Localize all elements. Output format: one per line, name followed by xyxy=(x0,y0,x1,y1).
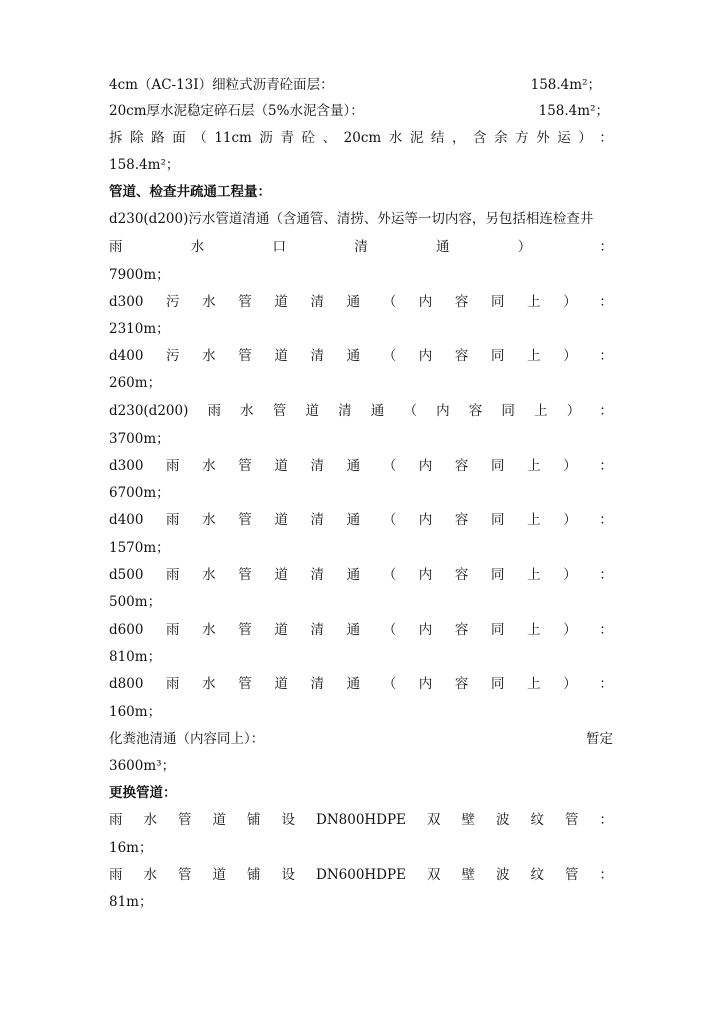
text-token: 清 xyxy=(310,622,324,638)
text-token: 清 xyxy=(310,567,324,583)
text-line: 160m； xyxy=(109,704,162,720)
text-token: 管 xyxy=(178,867,192,883)
text-token: 砼 xyxy=(301,130,316,146)
text-token: 清 xyxy=(354,239,368,255)
text-token: 同 xyxy=(491,512,505,528)
text-token: 同 xyxy=(491,622,505,638)
text-token: 内 xyxy=(418,512,433,528)
text-token: 铺 xyxy=(247,812,261,828)
text-token: d400 xyxy=(109,512,144,528)
text-token: ： xyxy=(599,622,613,638)
text-token: （ xyxy=(382,512,397,528)
text-token: ） xyxy=(517,239,532,255)
text-token: 通 xyxy=(436,239,450,255)
quantity-value: 158.4m²； xyxy=(530,77,601,93)
text-token: 管 xyxy=(564,867,579,883)
text-token: 同 xyxy=(491,348,505,364)
text-token: 清 xyxy=(338,403,352,419)
text-token: （ xyxy=(382,622,397,638)
text-token: 清 xyxy=(310,458,324,474)
text-token: 容 xyxy=(454,512,469,528)
text-token: 容 xyxy=(454,294,469,310)
text-token: ： xyxy=(599,676,613,692)
text-token: 道 xyxy=(274,458,288,474)
text-token: 11cm xyxy=(214,130,252,146)
text-token: 通 xyxy=(346,348,361,364)
justified-line xyxy=(109,564,613,586)
text-token: （ xyxy=(382,458,397,474)
text-token: 容 xyxy=(454,458,469,474)
text-token: ： xyxy=(599,348,613,364)
text-token: ： xyxy=(599,812,613,828)
text-token: 污 xyxy=(166,348,180,364)
text-token: 内 xyxy=(418,567,433,583)
text-token: 双 xyxy=(426,867,441,883)
quantity-value: 158.4m²； xyxy=(538,103,609,119)
text-token: 水 xyxy=(388,130,403,146)
text-line: 20cm厚水泥稳定碎石层（5%水泥含量）： 158.4m²； xyxy=(109,100,613,122)
justified-line xyxy=(109,127,613,149)
text-line: 3700m； xyxy=(109,431,170,447)
text-token: 雨 xyxy=(166,676,180,692)
text-token: ） xyxy=(563,348,577,364)
text-token: 水 xyxy=(240,403,254,419)
text-line: 500m； xyxy=(109,594,162,610)
text-token: d800 xyxy=(109,676,144,692)
text-token: 壁 xyxy=(461,867,475,883)
text-token: 管 xyxy=(238,458,252,474)
text-token: 雨 xyxy=(207,403,222,419)
text-token: 水 xyxy=(190,239,205,255)
text-token: 通 xyxy=(346,622,361,638)
text-token: ） xyxy=(563,622,577,638)
text-token: 内 xyxy=(436,403,450,419)
text-token: 内 xyxy=(418,622,433,638)
text-token: 道 xyxy=(274,676,288,692)
text-token: ： xyxy=(599,239,613,255)
text-token: 除 xyxy=(130,130,144,146)
justified-line xyxy=(109,400,613,422)
text-token: （ xyxy=(193,130,207,146)
text-token: 波 xyxy=(495,867,510,883)
text-token: 通 xyxy=(346,676,361,692)
text-token: ） xyxy=(563,294,577,310)
text-line: 81m； xyxy=(109,894,153,910)
text-token: 雨 xyxy=(166,458,180,474)
text-token: 上 xyxy=(527,512,541,528)
justified-line xyxy=(109,236,613,258)
text-token: 雨 xyxy=(166,512,180,528)
text-token: ： xyxy=(599,294,613,310)
text-token: ） xyxy=(563,512,577,528)
text-token: 口 xyxy=(272,239,286,255)
justified-line xyxy=(109,809,613,831)
text-token: 设 xyxy=(281,867,295,883)
text-token: 水 xyxy=(143,812,157,828)
text-token: 水 xyxy=(202,567,216,583)
text-token: 同 xyxy=(491,458,505,474)
text-token: 通 xyxy=(346,294,361,310)
text-token: ： xyxy=(599,512,613,528)
text-line: 158.4m²； xyxy=(109,157,180,173)
text-token: 清 xyxy=(310,512,324,528)
text-token: 含 xyxy=(473,130,487,146)
justified-line xyxy=(109,619,613,641)
text-token: （ xyxy=(382,294,397,310)
text-token: 壁 xyxy=(461,812,475,828)
text-token: （ xyxy=(403,403,417,419)
text-line: 3600m³； xyxy=(109,758,176,774)
justified-line xyxy=(109,345,613,367)
text-token: 管 xyxy=(238,512,252,528)
text-line: 化粪池清通（内容同上）： 暂定 xyxy=(109,731,613,747)
text-token: 容 xyxy=(468,403,483,419)
text-token: 雨 xyxy=(109,812,123,828)
text-line: 810m； xyxy=(109,649,162,665)
text-token: 上 xyxy=(527,294,541,310)
text-token: 运 xyxy=(557,130,571,146)
text-token: d400 xyxy=(109,348,144,364)
text-token: ： xyxy=(599,567,613,583)
text-token: ： xyxy=(599,130,613,146)
text-token: 波 xyxy=(495,812,510,828)
text-token: 纹 xyxy=(530,867,544,883)
justified-line xyxy=(109,455,613,477)
text-token: DN600HDPE xyxy=(316,867,406,883)
text-token: 清 xyxy=(310,294,324,310)
text-token: 管 xyxy=(238,294,252,310)
text-token: 上 xyxy=(527,458,541,474)
text-token: 容 xyxy=(454,676,469,692)
justified-line xyxy=(109,864,613,886)
text-token: d230(d200) xyxy=(109,403,189,419)
text-token: 方 xyxy=(515,130,529,146)
text-token: 管 xyxy=(564,812,579,828)
text-token: 道 xyxy=(274,348,288,364)
text-token: （ xyxy=(382,348,397,364)
text-token: 管 xyxy=(238,348,252,364)
text-token: 管 xyxy=(238,622,252,638)
text-token: 结 xyxy=(430,130,445,146)
text-token: 清 xyxy=(310,676,324,692)
text-token: ） xyxy=(563,567,577,583)
text-token: 雨 xyxy=(109,867,123,883)
text-token: 上 xyxy=(534,403,548,419)
text-token: 雨 xyxy=(166,622,180,638)
text-token: 雨 xyxy=(166,567,180,583)
justified-line xyxy=(109,509,613,531)
text-token: 路 xyxy=(151,130,165,146)
text-token: d300 xyxy=(109,294,144,310)
text-token: d300 xyxy=(109,458,144,474)
text-token: 同 xyxy=(491,294,505,310)
text-token: 上 xyxy=(527,622,541,638)
text-token: 通 xyxy=(346,567,361,583)
text-token: 水 xyxy=(202,348,216,364)
text-token: 管 xyxy=(272,403,287,419)
text-token: 面 xyxy=(172,130,186,146)
text-token: 内 xyxy=(418,294,433,310)
text-token: 道 xyxy=(274,512,288,528)
text-line: 260m； xyxy=(109,375,162,391)
text-line: d230(d200)污水管道清通（含通管、清捞、外运等一切内容，另包括相连检查井 xyxy=(109,211,594,227)
text-token: 水 xyxy=(202,512,216,528)
text-line: 2310m； xyxy=(109,321,170,337)
text-token: 20cm xyxy=(343,130,382,146)
text-token: 青 xyxy=(280,130,294,146)
text-token: 管 xyxy=(178,812,192,828)
text-token: 水 xyxy=(202,676,216,692)
justified-line xyxy=(109,673,613,695)
text-token: 沥 xyxy=(259,130,273,146)
text-token: 水 xyxy=(143,867,157,883)
text-token: 铺 xyxy=(247,867,261,883)
text-token: 雨 xyxy=(109,239,123,255)
text-line: 16m； xyxy=(109,840,153,856)
text-token: 道 xyxy=(212,812,226,828)
text-token: 道 xyxy=(274,567,288,583)
text-token: ） xyxy=(563,458,577,474)
justified-line xyxy=(109,291,613,313)
text-token: 上 xyxy=(527,676,541,692)
text-token: ： xyxy=(599,867,613,883)
text-token: 内 xyxy=(418,458,433,474)
text-token: d600 xyxy=(109,622,144,638)
text-token: ： xyxy=(599,403,613,419)
text-token: 管 xyxy=(238,676,252,692)
text-token: 设 xyxy=(281,812,295,828)
text-token: d500 xyxy=(109,567,144,583)
text-token: （ xyxy=(382,567,397,583)
text-token: ： xyxy=(599,458,613,474)
text-token: 水 xyxy=(202,622,216,638)
text-token: 内 xyxy=(418,348,433,364)
text-token: 通 xyxy=(346,512,361,528)
text-token: 道 xyxy=(305,403,319,419)
text-line: 1570m； xyxy=(109,540,170,556)
text-token: 同 xyxy=(501,403,515,419)
text-token: ） xyxy=(563,676,577,692)
text-token: 道 xyxy=(274,294,288,310)
text-token: ） xyxy=(578,130,592,146)
text-token: ） xyxy=(566,403,581,419)
text-token: 同 xyxy=(491,567,505,583)
text-token: 泥 xyxy=(409,130,424,146)
text-token: 水 xyxy=(202,294,216,310)
text-token: 容 xyxy=(454,348,469,364)
text-token: 余 xyxy=(494,130,508,146)
text-token: 上 xyxy=(527,567,541,583)
text-token: 通 xyxy=(370,403,385,419)
text-token: 双 xyxy=(426,812,441,828)
text-token: 同 xyxy=(491,676,505,692)
text-token: DN800HDPE xyxy=(316,812,406,828)
text-line: 4cm（AC-13Ⅰ）细粒式沥青砼面层： 158.4m²； xyxy=(109,74,613,96)
text-token: 内 xyxy=(418,676,433,692)
section-heading: 更换管道： xyxy=(109,785,177,801)
text-token: 污 xyxy=(166,294,180,310)
text-token: 道 xyxy=(212,867,226,883)
text-token: 拆 xyxy=(109,130,123,146)
text-token: 上 xyxy=(527,348,541,364)
text-token: ， xyxy=(451,130,466,146)
text-token: 管 xyxy=(238,567,252,583)
text-token: 清 xyxy=(310,348,324,364)
text-token: 通 xyxy=(346,458,361,474)
text-line: 7900m； xyxy=(109,267,170,283)
text-token: 容 xyxy=(454,622,469,638)
text-token: 水 xyxy=(202,458,216,474)
text-token: 、 xyxy=(322,130,337,146)
text-token: 纹 xyxy=(530,812,544,828)
section-heading: 管道、检查井疏通工程量： xyxy=(109,184,271,200)
text-token: （ xyxy=(382,676,397,692)
text-line: 6700m； xyxy=(109,485,170,501)
text-token: 道 xyxy=(274,622,288,638)
text-token: 外 xyxy=(536,130,550,146)
document-page xyxy=(109,0,613,1024)
text-token: 容 xyxy=(454,567,469,583)
